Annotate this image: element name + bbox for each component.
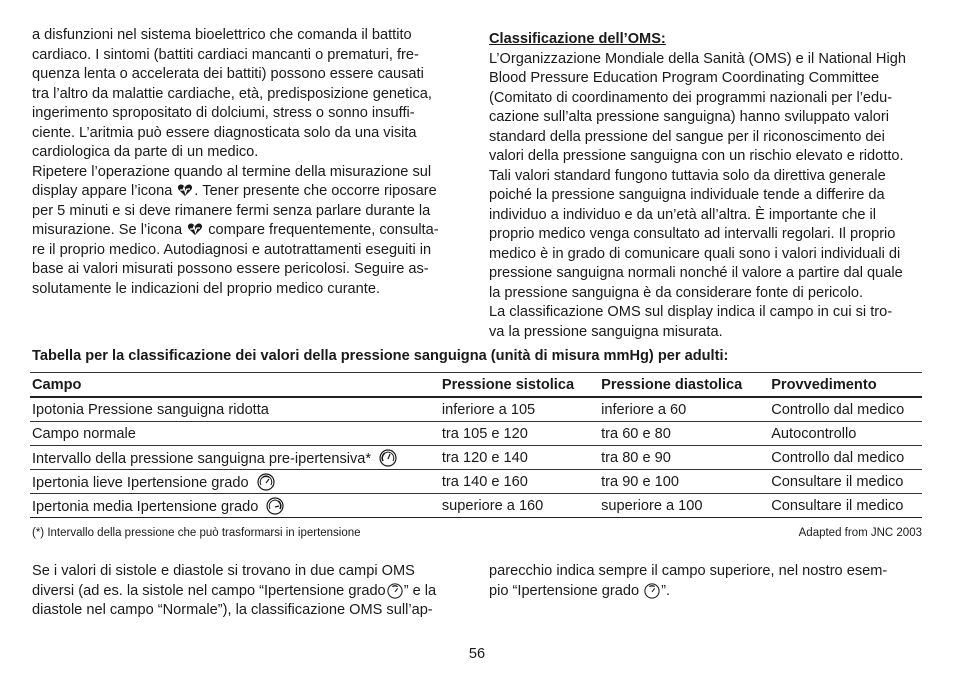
cell-diastolica: superiore a 100 bbox=[599, 494, 769, 518]
text-line: proprio medico venga consultato ad intervalli regolari. Il proprio bbox=[489, 226, 896, 242]
text-line: quenza lenta o accelerata dei battiti) possono essere causati bbox=[32, 66, 424, 82]
cell-campo: Ipotonia Pressione sanguigna ridotta bbox=[30, 397, 440, 422]
cell-sistolica: tra 140 e 160 bbox=[440, 470, 599, 494]
text-line: Se i valori di sistole e diastole si trovano in due campi OMS bbox=[32, 563, 415, 579]
text-fragment: display appare l’icona bbox=[32, 183, 173, 199]
cell-campo: Campo normale bbox=[30, 422, 440, 446]
cell-provvedimento: Autocontrollo bbox=[769, 422, 922, 446]
text-line: solutamente le indicazioni del proprio medico curante. bbox=[32, 280, 381, 297]
text-fragment: ” e la bbox=[403, 582, 437, 599]
text-line: pressione sanguigna normali nonché il valore a partire dal quale bbox=[489, 265, 903, 281]
text-line: cardiologica da parte di un medico. bbox=[32, 144, 259, 160]
text-line: medico è in grado di comunicare quali sono i valori individuali di bbox=[489, 245, 901, 262]
text-line-with-icon bbox=[32, 182, 464, 202]
cell-provvedimento: Consultare il medico bbox=[769, 494, 922, 518]
text-line-with-icon bbox=[489, 582, 924, 602]
oms-indicator-mid-icon bbox=[257, 473, 275, 491]
text-fragment: ”. bbox=[661, 582, 671, 599]
text-line: la pressione sanguigna è da considerare fonte di pericolo. bbox=[489, 284, 864, 301]
text-fragment: pio “Ipertensione grado bbox=[489, 582, 640, 599]
text-line: per 5 minuti e si deve rimanere fermi senza parlare durante la bbox=[32, 202, 431, 219]
cell-diastolica: tra 90 e 100 bbox=[599, 470, 769, 494]
arrhythmia-heart-icon bbox=[177, 183, 193, 197]
bottom-left-paragraph bbox=[32, 562, 472, 621]
arrhythmia-heart-icon bbox=[187, 222, 203, 236]
text-fragment: diversi (ad es. la sistole nel campo “Ipertensione grado bbox=[32, 582, 386, 599]
oms-indicator-high-icon bbox=[266, 497, 284, 515]
bottom-right-paragraph bbox=[489, 562, 924, 601]
cell-campo bbox=[30, 470, 440, 494]
section-heading: Classificazione dell’OMS: bbox=[489, 31, 666, 47]
text-line: (Comitato di coordinamento dei programmi nazionali per l’edu- bbox=[489, 89, 893, 106]
column-header: Pressione sistolica bbox=[440, 373, 599, 398]
oms-indicator-mid-icon bbox=[387, 583, 403, 597]
cell-provvedimento: Controllo dal medico bbox=[769, 397, 922, 422]
oms-indicator-low-icon bbox=[379, 449, 397, 467]
cell-sistolica: inferiore a 105 bbox=[440, 397, 599, 422]
column-header: Provvedimento bbox=[769, 373, 922, 398]
table-row bbox=[30, 494, 922, 518]
column-header: Pressione diastolica bbox=[599, 373, 769, 398]
left-column bbox=[32, 26, 464, 299]
text-line: base ai valori misurati possono essere pericolosi. Seguire as- bbox=[32, 261, 429, 277]
text-line: individuo a individuo e da un’età all’altra. È importante che il bbox=[489, 206, 876, 223]
text-line: ingerimento spropositato di dolciumi, stress o sonno insuffi- bbox=[32, 105, 415, 121]
text-fragment: compare frequentemente, consulta- bbox=[208, 222, 439, 238]
text-fragment: . Tener presente che occorre riposare bbox=[194, 183, 437, 199]
text-line: parecchio indica sempre il campo superiore, nel nostro esem- bbox=[489, 563, 888, 579]
text-line: poiché la pressione sanguigna individuale tende a differire da bbox=[489, 187, 885, 203]
cell-provvedimento: Controllo dal medico bbox=[769, 446, 922, 470]
table-title: Tabella per la classificazione dei valori della pressione sanguigna (unità di misura mmHg) per adulti: bbox=[32, 348, 729, 364]
cell-campo bbox=[30, 494, 440, 518]
classification-table bbox=[30, 372, 922, 518]
cell-sistolica: tra 105 e 120 bbox=[440, 422, 599, 446]
cell-diastolica: tra 60 e 80 bbox=[599, 422, 769, 446]
text-line: L’Organizzazione Mondiale della Sanità (OMS) e il National High bbox=[489, 50, 906, 67]
table-header-row bbox=[30, 373, 922, 398]
text-line: re il proprio medico. Autodiagnosi e autotrattamenti eseguiti in bbox=[32, 241, 432, 258]
text-line-with-icon bbox=[32, 221, 464, 241]
cell-sistolica: superiore a 160 bbox=[440, 494, 599, 518]
page-number: 56 bbox=[468, 646, 486, 662]
cell-provvedimento: Consultare il medico bbox=[769, 470, 922, 494]
text-line: Ripetere l’operazione quando al termine della misurazione sul bbox=[32, 163, 432, 180]
text-line: cazione sull’alta pressione sanguigna) hanno sviluppato valori bbox=[489, 109, 889, 125]
cell-diastolica: tra 80 e 90 bbox=[599, 446, 769, 470]
table-row bbox=[30, 470, 922, 494]
text-line: diastole nel campo “Normale”), la classificazione OMS sull’ap- bbox=[32, 602, 433, 618]
text-line: tra l’altro da malattie cardiache, età, predisposizione genetica, bbox=[32, 85, 432, 102]
table-footnote: (*) Intervallo della pressione che può trasformarsi in ipertensione bbox=[32, 527, 361, 539]
text-fragment: misurazione. Se l’icona bbox=[32, 222, 183, 238]
oms-indicator-mid-icon bbox=[644, 583, 660, 597]
text-line: va la pressione sanguigna misurata. bbox=[489, 323, 723, 340]
cell-campo-text: Ipertonia lieve Ipertensione grado bbox=[32, 474, 249, 491]
right-column bbox=[489, 30, 924, 342]
table-row bbox=[30, 397, 922, 422]
cell-campo bbox=[30, 446, 440, 470]
cell-diastolica: inferiore a 60 bbox=[599, 397, 769, 422]
text-line: a disfunzioni nel sistema bioelettrico che comanda il battito bbox=[32, 27, 412, 43]
text-line: cardiaco. I sintomi (battiti cardiaci mancanti o prematuri, fre- bbox=[32, 46, 419, 63]
text-line: standard della pressione del sangue per il riconoscimento dei bbox=[489, 128, 885, 145]
text-line: ciente. L’aritmia può essere diagnosticata solo da una visita bbox=[32, 124, 417, 141]
text-line: Tali valori standard fungono tuttavia solo da direttiva generale bbox=[489, 167, 886, 184]
table-row bbox=[30, 422, 922, 446]
cell-campo-text: Intervallo della pressione sanguigna pre-ipertensiva* bbox=[32, 450, 372, 467]
text-line: La classificazione OMS sul display indica il campo in cui si tro- bbox=[489, 304, 893, 320]
table-row bbox=[30, 446, 922, 470]
column-header: Campo bbox=[30, 373, 440, 398]
text-line: Blood Pressure Education Program Coordinating Committee bbox=[489, 70, 880, 86]
cell-sistolica: tra 120 e 140 bbox=[440, 446, 599, 470]
text-line: valori della pressione sanguigna con un rischio elevato e ridotto. bbox=[489, 148, 904, 164]
table-source: Adapted from JNC 2003 bbox=[798, 527, 922, 539]
cell-campo-text: Ipertonia media Ipertensione grado bbox=[32, 498, 259, 515]
text-line-with-icon bbox=[32, 582, 472, 602]
